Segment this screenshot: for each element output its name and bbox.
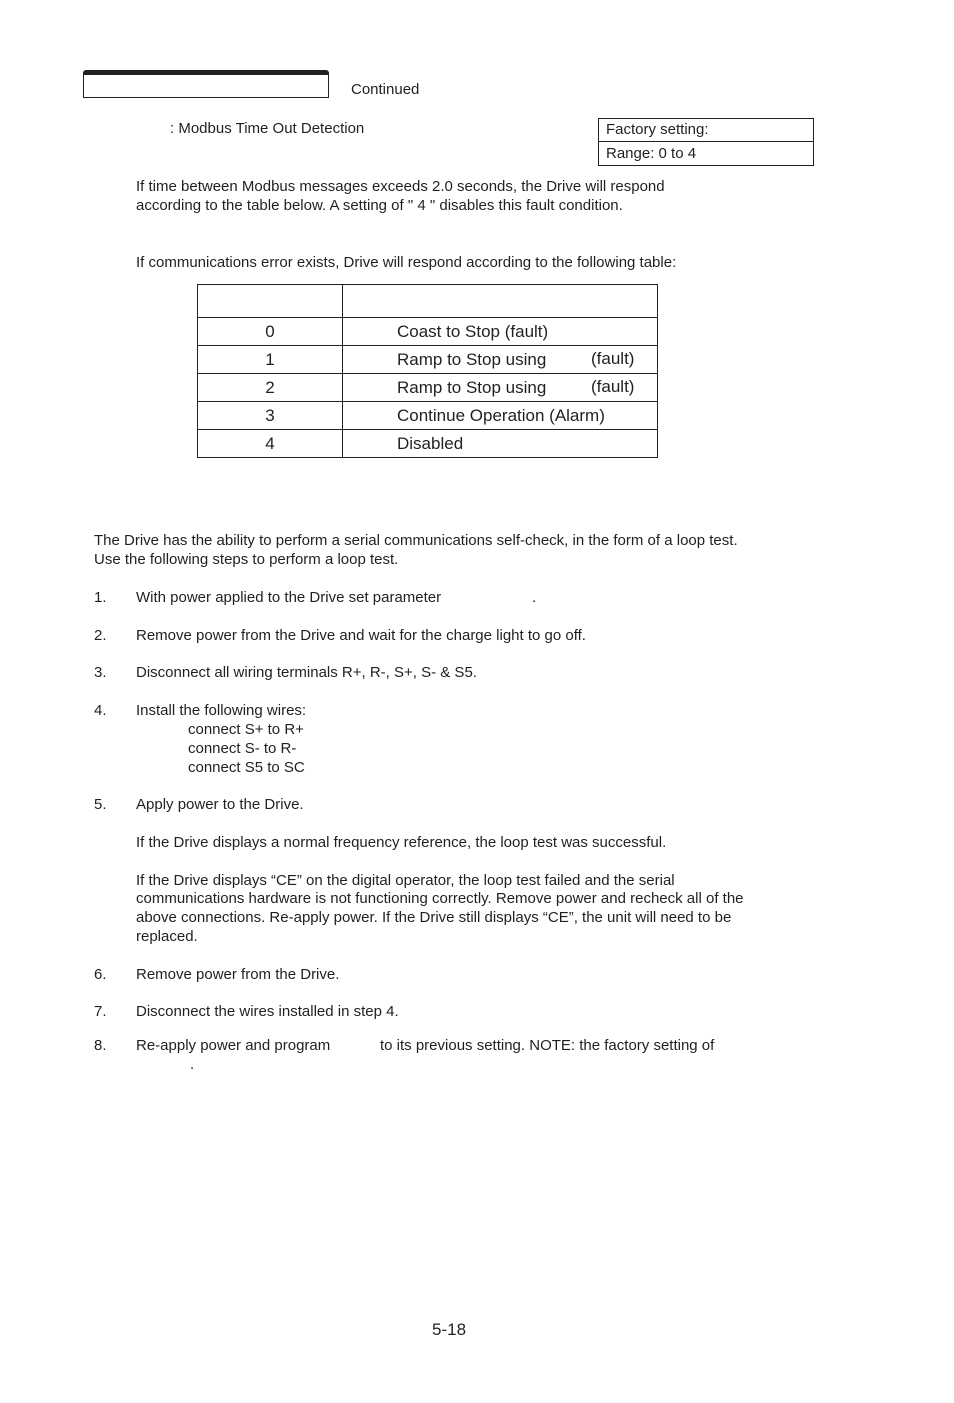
step-1-period: . (532, 589, 537, 606)
table-header-row (198, 285, 658, 318)
header-cell-setting (198, 285, 343, 318)
description-text: Disabled (397, 433, 464, 453)
step-number: 1. (94, 589, 107, 606)
fail-text-line: communications hardware is not functioning correctly. Remove power and recheck all of the (136, 890, 744, 907)
wire-instruction: connect S+ to R+ (188, 721, 304, 738)
step-8-period: . (190, 1056, 195, 1073)
intro-line-1: If time between Modbus messages exceeds 2.0 seconds, the Drive will respond (136, 178, 665, 195)
table-row (198, 374, 658, 402)
description-cell (343, 402, 658, 430)
header-cell-description (343, 285, 658, 318)
fail-text-line: If the Drive displays “CE” on the digital operator, the loop test failed and the serial (136, 872, 675, 889)
description-text: Continue Operation (Alarm) (397, 405, 605, 425)
fail-text-line: replaced. (136, 928, 198, 945)
table-row (198, 430, 658, 458)
intro-line-2: according to the table below. A setting of " 4 " disables this fault condition. (136, 197, 623, 214)
step-number: 2. (94, 627, 107, 644)
factory-setting-label: Factory setting: (599, 119, 813, 142)
continued-label: Continued (351, 81, 420, 98)
fault-suffix: (fault) (591, 377, 635, 396)
description-cell (343, 346, 658, 374)
loop-test-intro-1: The Drive has the ability to perform a serial communications self-check, in the form of a loop test. (94, 532, 738, 549)
factory-setting-box (598, 118, 814, 166)
section-header-box (83, 70, 329, 98)
step-3-text: Disconnect all wiring terminals R+, R-, S+, S- & S5. (136, 664, 477, 681)
wire-instruction: connect S- to R- (188, 740, 297, 757)
setting-cell: 1 (198, 346, 343, 374)
description-text: Ramp to Stop using (397, 377, 547, 397)
description-cell (343, 318, 658, 346)
setting-cell: 3 (198, 402, 343, 430)
fail-text-line: above connections. Re-apply power. If the Drive still displays “CE”, the unit will need to be (136, 909, 732, 926)
step-7-text: Disconnect the wires installed in step 4. (136, 1003, 399, 1020)
step-number: 5. (94, 796, 107, 813)
table-row (198, 346, 658, 374)
description-cell (343, 374, 658, 402)
setting-cell: 2 (198, 374, 343, 402)
description-text: Ramp to Stop using (397, 349, 547, 369)
description-cell (343, 430, 658, 458)
step-number: 3. (94, 664, 107, 681)
response-table (197, 284, 658, 458)
step-2-text: Remove power from the Drive and wait for the charge light to go off. (136, 627, 586, 644)
step-4-text: Install the following wires: (136, 702, 307, 719)
step-number: 4. (94, 702, 107, 719)
success-text: If the Drive displays a normal frequency reference, the loop test was successful. (136, 834, 667, 851)
setting-cell: 4 (198, 430, 343, 458)
table-row (198, 318, 658, 346)
loop-test-intro-2: Use the following steps to perform a loop test. (94, 551, 399, 568)
step-8-text-2: to its previous setting. NOTE: the factory setting of (380, 1037, 715, 1054)
table-row (198, 402, 658, 430)
intro-line-3: If communications error exists, Drive will respond according to the following table: (136, 254, 677, 271)
step-8-text: Re-apply power and program (136, 1037, 331, 1054)
description-text: Coast to Stop (fault) (397, 321, 549, 341)
range-label: Range: 0 to 4 (606, 145, 697, 162)
step-5-text: Apply power to the Drive. (136, 796, 304, 813)
step-number: 8. (94, 1037, 107, 1054)
step-6-text: Remove power from the Drive. (136, 966, 340, 983)
page-number: 5-18 (432, 1320, 467, 1339)
step-number: 7. (94, 1003, 107, 1020)
step-number: 6. (94, 966, 107, 983)
setting-cell: 0 (198, 318, 343, 346)
wire-instruction: connect S5 to SC (188, 759, 305, 776)
parameter-title: : Modbus Time Out Detection (170, 120, 365, 137)
step-1-text: With power applied to the Drive set parameter (136, 589, 442, 606)
fault-suffix: (fault) (591, 349, 635, 368)
